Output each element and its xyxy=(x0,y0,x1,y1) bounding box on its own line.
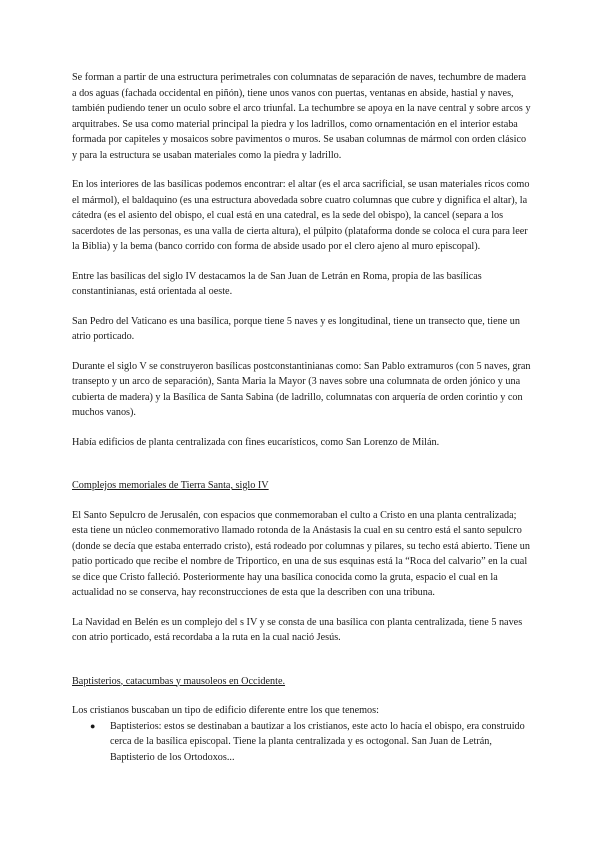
paragraph-santo-sepulcro: El Santo Sepulcro de Jerusalén, con espacios que conmemoraban el culto a Cristo en una planta centralizada; esta tiene un núcleo conmemorativo llamado rotonda de la Anástasis la cual en su centro está el santo sepulcro (donde se decía que estaba enterrado cristo), está rodeado por columnas y pilares, su techo está abierto. Tiene un patio porticado que recibe el nombre de Triportico, en una de sus esquinas está la “Roca del calvario” en la cual se dice que Cristo falleció. Posteriormente hay una basílica conocida como la gruta, espacio el cual en la actualidad no se conserva, hay reconstrucciones de esta que la describen con una tribuna. xyxy=(72,509,530,598)
bullet-list xyxy=(72,719,532,766)
bullet-icon: ● xyxy=(90,720,96,731)
paragraph-planta-centralizada: Había edificios de planta centralizada con fines eucarísticos, como San Lorenzo de Milán. xyxy=(72,436,440,448)
section-heading-tierra-santa: Complejos memoriales de Tierra Santa, siglo IV xyxy=(72,480,269,491)
list-item xyxy=(90,719,532,766)
paragraph-interiors: En los interiores de las basílicas podemos encontrar: el altar (es el arca sacrificial, se usan materiales ricos como el mármol), el baldaquino (es una estructura abovedada sobre cuatro columnas que cubre y dignifica el altar), la cátedra (es el asiento del obispo, el cual está en una catedral, es la sede del obispo), la cancel (separa a los sacerdotes de las personas, es una valla de cierta altura), el púlpito (plataforma donde se coloca el cura para leer la Biblia) y la bema (banco corrido con forma de abside usado por el clero ajeno al muro episcopal). xyxy=(72,179,530,252)
paragraph-belen: La Navidad en Belén es un complejo del s IV y se consta de una basílica con planta centralizada, tiene 5 naves con atrio porticado, está recordaba a la ruta en la cual nació Jesús. xyxy=(72,616,523,643)
paragraph-san-juan-letran: Entre las basílicas del siglo IV destacamos la de San Juan de Letrán en Roma, propia de las basílicas constantinianas, está orientada al oeste. xyxy=(72,270,482,297)
paragraph-structure: Se forman a partir de una estructura perimetrales con columnatas de separación de naves, techumbre de madera a dos aguas (fachada occidental en piñón), tiene unos vanos con puertas, ventanas en abside, hastial y naves, también pudiendo tener un oculo sobre el arco triunfal. La techumbre se apoya en la nave central y sobre arcos y arquitrabes. Se usa como material principal la piedra y los ladrillos, como ornamentación en el interior estaba formada por capiteles y mosaicos sobre pavimentos o muros. Se usaban columnas de mármol con orden clásico y para la estructura se usaban materiales como la piedra y ladrillo. xyxy=(72,72,531,161)
paragraph-siglo-v: Durante el siglo V se construyeron basílicas postconstantinianas como: San Pablo extramuros (con 5 naves, gran transepto y un arco de separación), Santa Maria la Mayor (3 naves sobre una columnata de orden jónico y una cubierta de madera) y la Basílica de Santa Sabina (de ladrillo, columnatas con arquería de orden corintio y con muchos vanos). xyxy=(72,360,531,418)
section-heading-baptisterios: Baptisterios, catacumbas y mausoleos en Occidente. xyxy=(72,675,286,687)
section-spacer xyxy=(72,464,532,478)
document-body xyxy=(72,70,532,765)
paragraph-intro: Los cristianos buscaban un tipo de edificio diferente entre los que tenemos: xyxy=(72,705,379,716)
paragraph-san-pedro: San Pedro del Vaticano es una basílica, porque tiene 5 naves y es longitudinal, tiene un transecto que, tiene un atrio porticado. xyxy=(72,315,520,342)
section-spacer xyxy=(72,660,532,674)
list-item-text: Baptisterios: estos se destinaban a bautizar a los cristianos, este acto lo hacía el obispo, era construido cerca de la basílica episcopal. Tiene la planta centralizada y es octogonal. San Juan de Letrán, Baptisterio de los Ortodoxos... xyxy=(110,720,525,763)
